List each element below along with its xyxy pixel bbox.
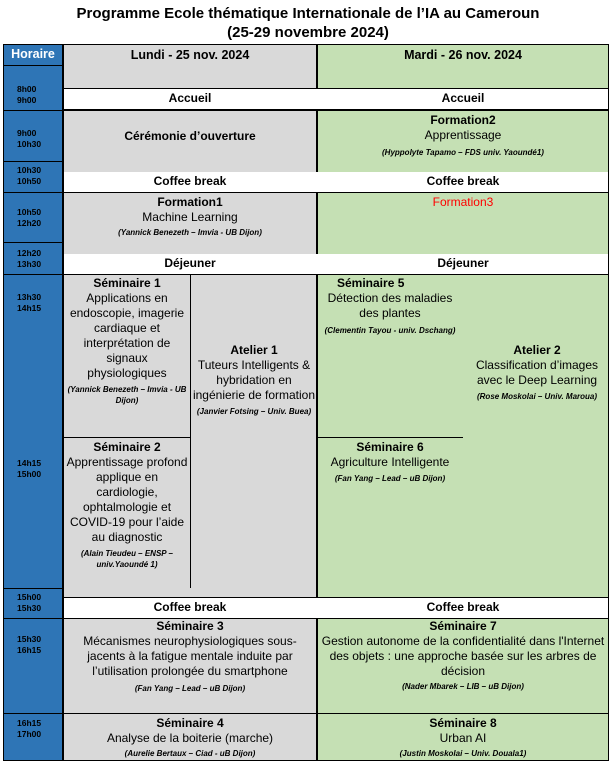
formation3-title: Formation3 bbox=[432, 195, 494, 209]
seminaire4-cell bbox=[63, 713, 317, 761]
header-horaire: Horaire bbox=[11, 47, 55, 61]
seminaire6-title: Séminaire 6 bbox=[356, 440, 424, 454]
atelier2-subject: Classification d’images avec le Deep Learning bbox=[475, 358, 599, 387]
lundi-empty-top bbox=[63, 65, 317, 89]
time-slot-4: 10h50 12h20 bbox=[17, 207, 42, 228]
seminaire1-title: Séminaire 1 bbox=[93, 276, 161, 290]
mardi-accueil: Accueil bbox=[441, 91, 485, 105]
seminaire8-title: Séminaire 8 bbox=[429, 716, 497, 730]
seminaire3-title: Séminaire 3 bbox=[156, 619, 224, 633]
seminaire7-subject: Gestion autonome de la confidentialité dans l'Internet des objets : une approche basée sur les arbres de décision bbox=[321, 634, 605, 678]
time-slot-10: 16h15 17h00 bbox=[17, 718, 42, 739]
formation2-subject: Apprentissage bbox=[424, 128, 502, 142]
time-slot-1: 8h00 9h00 bbox=[17, 84, 37, 105]
formation2-title: Formation2 bbox=[430, 113, 496, 127]
formation1-speaker: (Yannick Benezeth – Imvia - UB Dijon) bbox=[118, 228, 262, 237]
formation2-speaker: (Hyppolyte Tapamo – FDS univ. Yaoundé1) bbox=[382, 148, 544, 157]
time-slot-2: 9h00 10h30 bbox=[17, 128, 42, 149]
mardi-formation3-cell bbox=[317, 192, 609, 243]
seminaire3-subject: Mécanismes neurophysiologiques sous-jacents à la fatigue mentale induite par l’utilisation prolongée du smartphone bbox=[83, 634, 297, 678]
time-slot-5: 12h20 13h30 bbox=[17, 248, 42, 269]
atelier1-speaker: (Janvier Fotsing – Univ. Buea) bbox=[196, 407, 312, 416]
seminaire2-title: Séminaire 2 bbox=[93, 440, 161, 454]
seminaire5-speaker: (Clementin Tayou - univ. Dschang) bbox=[324, 326, 456, 335]
seminaire7-cell bbox=[317, 618, 609, 714]
time-slot-7: 14h15 15h00 bbox=[17, 458, 42, 479]
mardi-empty-top bbox=[317, 65, 609, 89]
atelier1-subject: Tuteurs Intelligents & hybridation en ingénierie de formation bbox=[192, 358, 316, 402]
seminaire4-subject: Analyse de la boiterie (marche) bbox=[106, 731, 274, 745]
lundi-accueil: Accueil bbox=[168, 91, 212, 105]
seminaire3-speaker: (Fan Yang – Lead – uB Dijon) bbox=[134, 684, 246, 693]
seminaire2-subject: Apprentissage profond applique en cardiologie, ophtalmologie et COVID-19 pour l’aide au diagnostic bbox=[66, 455, 188, 544]
mardi-dejeuner: Déjeuner bbox=[437, 256, 489, 270]
page-title bbox=[0, 4, 616, 42]
seminaire8-speaker: (Justin Moskolai – Univ. Douala1) bbox=[399, 749, 527, 758]
seminaire6-subject: Agriculture Intelligente bbox=[330, 455, 450, 469]
lundi-coffee-1: Coffee break bbox=[153, 174, 227, 188]
title-line1: Programme Ecole thématique Internationale de l’IA au Cameroun bbox=[76, 5, 540, 22]
formation1-subject: Machine Learning bbox=[142, 210, 238, 224]
seminaire4-title: Séminaire 4 bbox=[156, 716, 224, 730]
seminaire2-speaker: (Alain Tieudeu – ENSP – univ.Yaoundé 1) bbox=[80, 549, 174, 569]
seminaire6-cell bbox=[319, 440, 461, 484]
atelier2-title: Atelier 2 bbox=[513, 343, 561, 357]
seminaire5-cell bbox=[319, 276, 461, 336]
seminaire8-cell bbox=[317, 713, 609, 761]
seminaire7-speaker: (Nader Mbarek – LIB – uB Dijon) bbox=[402, 682, 524, 691]
seminaire6-speaker: (Fan Yang – Lead – uB Dijon) bbox=[334, 474, 446, 483]
time-slot-8: 15h00 15h30 bbox=[17, 592, 42, 613]
title-line2: (25-29 novembre 2024) bbox=[227, 24, 389, 41]
mardi-formation2-cell bbox=[317, 110, 609, 162]
seminaire7-title: Séminaire 7 bbox=[429, 619, 497, 633]
seminaire5-title: Séminaire 5 bbox=[337, 276, 405, 290]
atelier1-cell bbox=[192, 343, 316, 417]
seminaire2-cell bbox=[65, 440, 189, 570]
seminaire1-cell bbox=[65, 276, 189, 406]
time-slot-9: 15h30 16h15 bbox=[17, 634, 42, 655]
mardi-coffee-2: Coffee break bbox=[426, 600, 500, 614]
lundi-formation1-cell bbox=[63, 192, 317, 243]
lundi-coffee-2: Coffee break bbox=[153, 600, 227, 614]
seminaire5-subject: Détection des maladies des plantes bbox=[327, 291, 453, 320]
seminaire4-speaker: (Aurelie Bertaux – Ciad - uB Dijon) bbox=[124, 749, 256, 758]
time-slot-6: 13h30 14h15 bbox=[17, 292, 42, 313]
formation1-title: Formation1 bbox=[157, 195, 223, 209]
seminaire1-subject: Applications en endoscopie, imagerie cardiaque et interprétation de signaux physiologiques bbox=[69, 291, 185, 380]
seminaire8-subject: Urban AI bbox=[439, 731, 487, 745]
seminaire1-speaker: (Yannick Benezeth – Imvia - UB Dijon) bbox=[67, 385, 187, 405]
header-lundi: Lundi - 25 nov. 2024 bbox=[63, 44, 317, 66]
atelier2-speaker: (Rose Moskolai – Univ. Maroua) bbox=[476, 392, 598, 401]
atelier2-cell bbox=[466, 343, 608, 402]
time-slot-3: 10h30 10h50 bbox=[17, 165, 42, 186]
seminaire3-cell bbox=[63, 618, 317, 714]
lundi-dejeuner: Déjeuner bbox=[164, 256, 216, 270]
atelier1-title: Atelier 1 bbox=[230, 343, 278, 357]
lundi-ceremonie: Cérémonie d’ouverture bbox=[124, 129, 256, 143]
header-mardi: Mardi - 26 nov. 2024 bbox=[317, 44, 609, 66]
lundi-ceremonie-cell bbox=[63, 110, 317, 162]
mardi-coffee-1: Coffee break bbox=[426, 174, 500, 188]
